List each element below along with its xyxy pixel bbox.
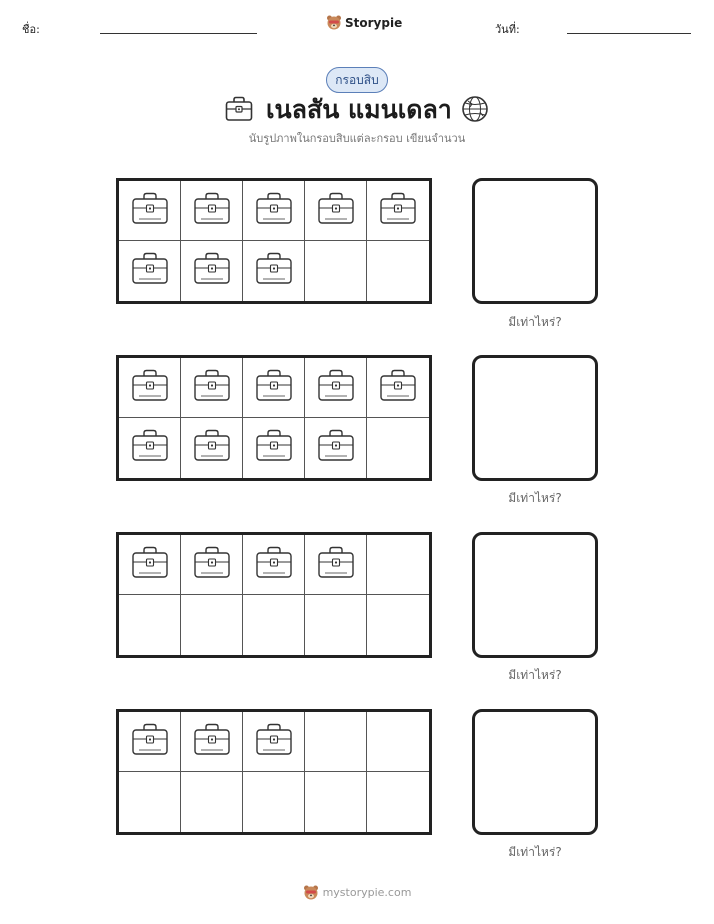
frame-cell — [181, 772, 243, 832]
frame-cell — [181, 358, 243, 418]
briefcase-icon — [192, 367, 232, 409]
frame-cell — [305, 181, 367, 241]
briefcase-icon — [192, 721, 232, 763]
frame-cell — [305, 241, 367, 301]
briefcase-icon — [378, 190, 418, 232]
frame-cell — [243, 595, 305, 655]
date-line[interactable] — [567, 33, 691, 34]
ten-frame-3 — [116, 532, 432, 658]
frame-cell — [243, 241, 305, 301]
briefcase-icon — [316, 427, 356, 469]
frame-cell — [181, 418, 243, 478]
frame-cell — [243, 418, 305, 478]
frame-cell — [181, 241, 243, 301]
frame-cell — [181, 535, 243, 595]
frame-cell — [119, 358, 181, 418]
answer-box-4[interactable] — [472, 709, 598, 835]
briefcase-icon — [254, 544, 294, 586]
footer — [0, 884, 714, 901]
frame-cell — [243, 181, 305, 241]
briefcase-icon — [130, 190, 170, 232]
name-line[interactable] — [100, 33, 257, 34]
ten-frame-2 — [116, 355, 432, 481]
briefcase-icon — [254, 427, 294, 469]
frame-cell — [305, 535, 367, 595]
frame-cell — [367, 712, 429, 772]
frame-cell — [305, 418, 367, 478]
briefcase-icon — [378, 367, 418, 409]
briefcase-icon — [316, 190, 356, 232]
answer-box-1[interactable] — [472, 178, 598, 304]
briefcase-icon — [130, 367, 170, 409]
answer-box-3[interactable] — [472, 532, 598, 658]
frame-cell — [119, 241, 181, 301]
answer-box-2[interactable] — [472, 355, 598, 481]
answer-prompt-3: มีเท่าไหร่? — [508, 668, 562, 682]
briefcase-icon — [130, 544, 170, 586]
answer-prompt-2: มีเท่าไหร่? — [508, 491, 562, 505]
frame-cell — [243, 712, 305, 772]
brand-logo — [326, 14, 402, 31]
footer-url: mystorypie.com — [322, 886, 412, 899]
frame-cell — [243, 535, 305, 595]
briefcase-icon — [192, 190, 232, 232]
frame-cell — [367, 595, 429, 655]
frame-cell — [305, 772, 367, 832]
briefcase-icon — [224, 95, 254, 127]
briefcase-icon — [254, 250, 294, 292]
date-label: วันที่: — [495, 23, 520, 36]
briefcase-icon — [130, 250, 170, 292]
frame-cell — [305, 358, 367, 418]
frame-cell — [119, 181, 181, 241]
briefcase-icon — [192, 250, 232, 292]
briefcase-icon — [254, 721, 294, 763]
frame-cell — [119, 772, 181, 832]
frame-cell — [305, 712, 367, 772]
brand-name: Storypie — [345, 15, 403, 30]
frame-cell — [367, 418, 429, 478]
frame-cell — [119, 712, 181, 772]
briefcase-icon — [254, 367, 294, 409]
ten-frame-1 — [116, 178, 432, 304]
briefcase-icon — [316, 544, 356, 586]
answer-prompt-4: มีเท่าไหร่? — [508, 845, 562, 859]
briefcase-icon — [316, 367, 356, 409]
frame-cell — [305, 595, 367, 655]
worksheet-type-badge: กรอบสิบ — [326, 67, 388, 93]
briefcase-icon — [192, 427, 232, 469]
frame-cell — [367, 181, 429, 241]
frame-cell — [243, 772, 305, 832]
frame-cell — [181, 595, 243, 655]
briefcase-icon — [254, 190, 294, 232]
bear-mascot-icon — [303, 884, 319, 901]
globe-icon — [460, 95, 490, 127]
title-row — [0, 93, 714, 127]
briefcase-icon — [130, 721, 170, 763]
frame-cell — [181, 181, 243, 241]
briefcase-icon — [192, 544, 232, 586]
instructions: นับรูปภาพในกรอบสิบแต่ละกรอบ เขียนจำนวน — [248, 132, 466, 145]
frame-cell — [367, 241, 429, 301]
answer-prompt-1: มีเท่าไหร่? — [508, 315, 562, 329]
page-title: เนลสัน แมนเดลา — [266, 95, 452, 124]
frame-cell — [243, 358, 305, 418]
frame-cell — [367, 772, 429, 832]
frame-cell — [119, 595, 181, 655]
frame-cell — [367, 358, 429, 418]
briefcase-icon — [130, 427, 170, 469]
frame-cell — [181, 712, 243, 772]
frame-cell — [119, 418, 181, 478]
frame-cell — [119, 535, 181, 595]
ten-frame-4 — [116, 709, 432, 835]
frame-cell — [367, 535, 429, 595]
name-label: ชื่อ: — [22, 23, 40, 36]
bear-mascot-icon — [326, 14, 342, 31]
